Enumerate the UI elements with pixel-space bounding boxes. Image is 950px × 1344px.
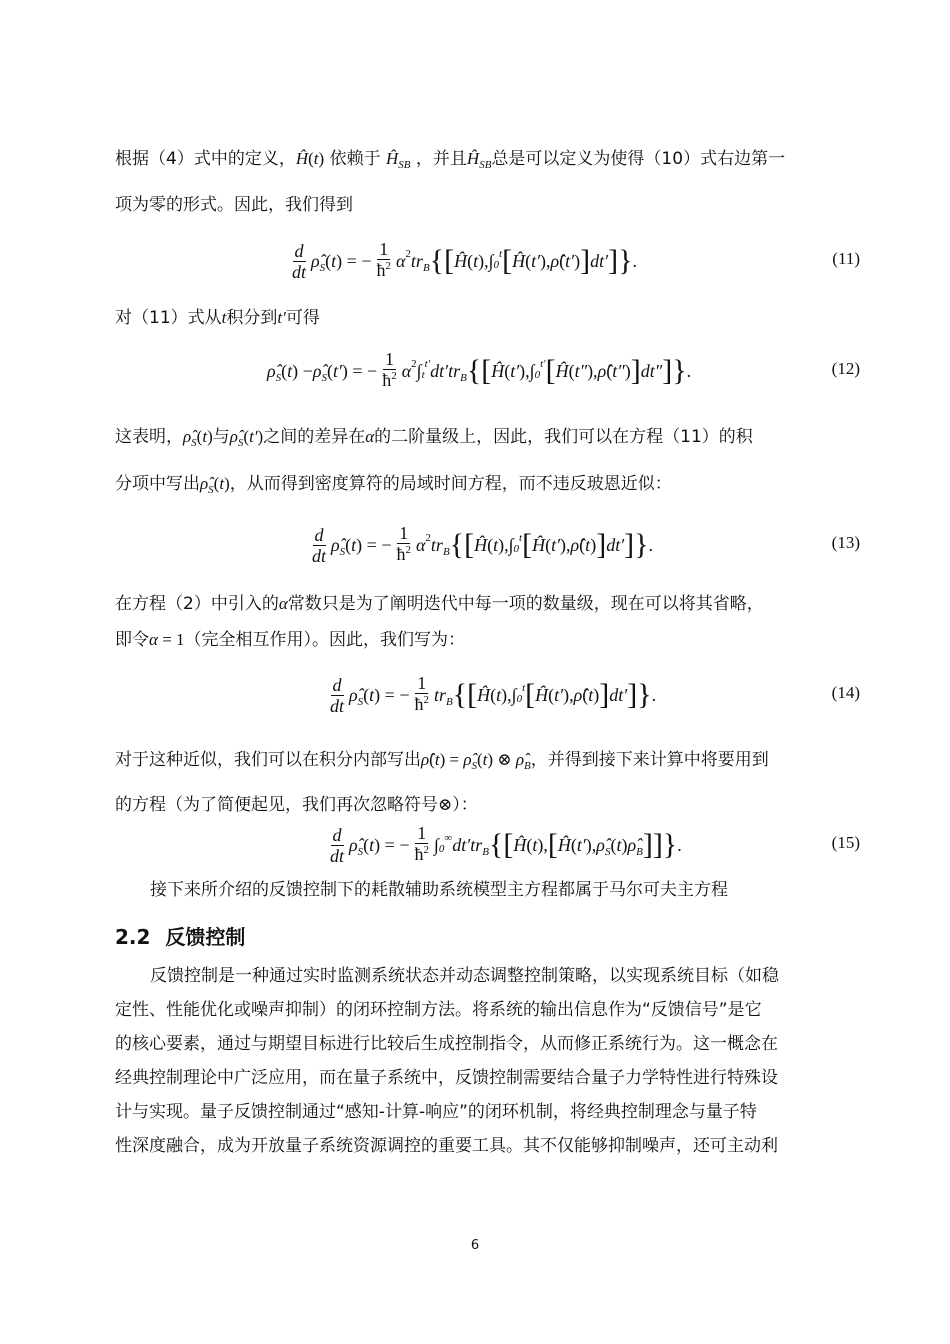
- equation-number: (14): [831, 683, 860, 702]
- paragraph-line: 的方程（为了简便起见，我们再次忽略符号⊗）：: [115, 795, 478, 815]
- equation-number: (11): [832, 249, 860, 268]
- equation-14: $\frac{d}{dt}$ $\rhô_S$ ( t ) = − $\frac{1}{ħ^2}$ $tr_B$ {[ Ĥ ( t ), ∫ 0 t [ Ĥ ( t′ ), ρ̂ ( t ) ] dt′ ]} . (14): [330, 673, 860, 716]
- section-title: 反馈控制: [165, 925, 246, 949]
- equation-13: $\frac{d}{dt}$ $\rhô_S$ ( t ) = − $\frac{1}{ħ^2}$ α 2 $tr_B$ {[ Ĥ ( t ), ∫ 0 t [ Ĥ ( t′ ), ρ̂ ( t ) ] dt′ ]} . (13): [312, 523, 860, 566]
- section-number: 2.2: [115, 925, 151, 949]
- paragraph-line: 分项中写出$\rhô_S(t)$，从而得到密度算符的局域时间方程，而不违反玻恩近似：: [115, 474, 672, 496]
- paragraph-line: 计与实现。量子反馈控制通过“感知-计算-响应”的闭环机制，将经典控制理念与量子特: [115, 1102, 757, 1122]
- paragraph-line: 反馈控制是一种通过实时监测系统状态并动态调整控制策略，以实现系统目标（如稳: [150, 966, 779, 986]
- equation-15: $\frac{d}{dt}$ $\rhô_S$ ( t ) = − $\frac{1}{ħ^2}$ ∫ 0 ∞ $dt'tr_B$ {[ Ĥ ( t ), [ Ĥ ( t′ ), $\rhô_S$ ( t ) $\rhô_B$ ]]} . (15): [330, 823, 860, 866]
- paragraph-line: 的核心要素，通过与期望目标进行比较后生成控制指令，从而修正系统行为。这一概念在: [115, 1034, 778, 1054]
- equation-number: (15): [831, 833, 860, 852]
- equation-number: (12): [831, 359, 860, 378]
- page-number: 6: [470, 1238, 480, 1253]
- equation-12: $\rhô_S$ ( t ) − $\rhô_S$ ( t′ ) = − $\frac{1}{ħ^2}$ α 2 ∫ t t′ $dt'tr_B$ {[ Ĥ ( t′ ), ∫ 0 t′ [ Ĥ ( t″ ), ρ̂ ( t″ ) ] dt″ ]} . (12): [267, 349, 860, 390]
- paragraph-line: 定性、性能优化或噪声抑制）的闭环控制方法。将系统的输出信息作为“反馈信号”是它: [115, 1000, 762, 1020]
- paragraph-line: 对于这种近似，我们可以在积分内部写出ρ̂(t) = $\rhô_S(t)$ ⊗ $\rhô_B$，并得到接下来计算中将要用到: [115, 750, 769, 772]
- paragraph-line: 对（11）式从t积分到t′可得: [115, 308, 320, 328]
- paragraph-line: 根据（4）式中的定义，Ĥ(t) 依赖于 $Ĥ_{SB}$ ，并且$Ĥ_{SB}$总是可以定义为使得（10）式右边第一: [115, 149, 786, 171]
- equation-11: $\frac{d}{dt}$ $\rhô_S$ ( t ) = − $\frac{1}{ħ^2}$ α 2 $tr_B$ {[ Ĥ ( t ), ∫ 0 t [ Ĥ ( t′ ), ρ̂ ( t′ ) ] dt′ ]} . (11): [292, 239, 860, 282]
- paragraph-line: 这表明，$\rhô_S(t)$与$\rhô_S(t')$之间的差异在α的二阶量级上，因此，我们可以在方程（11）的积: [115, 427, 753, 449]
- equation-number: (13): [831, 533, 860, 552]
- paragraph-line: 即令α = 1（完全相互作用）。因此，我们写为：: [115, 630, 466, 650]
- paragraph-line: 性深度融合，成为开放量子系统资源调控的重要工具。其不仅能够抑制噪声，还可主动利: [115, 1136, 778, 1156]
- paragraph-line: 接下来所介绍的反馈控制下的耗散辅助系统模型主方程都属于马尔可夫主方程: [150, 880, 728, 900]
- paragraph-line: 项为零的形式。因此，我们得到: [115, 195, 353, 215]
- paragraph-line: 在方程（2）中引入的α常数只是为了阐明迭代中每一项的数量级，现在可以将其省略，: [115, 594, 764, 614]
- section-heading: [115, 921, 245, 950]
- paragraph-line: 经典控制理论中广泛应用，而在量子系统中，反馈控制需要结合量子力学特性进行特殊设: [115, 1068, 778, 1088]
